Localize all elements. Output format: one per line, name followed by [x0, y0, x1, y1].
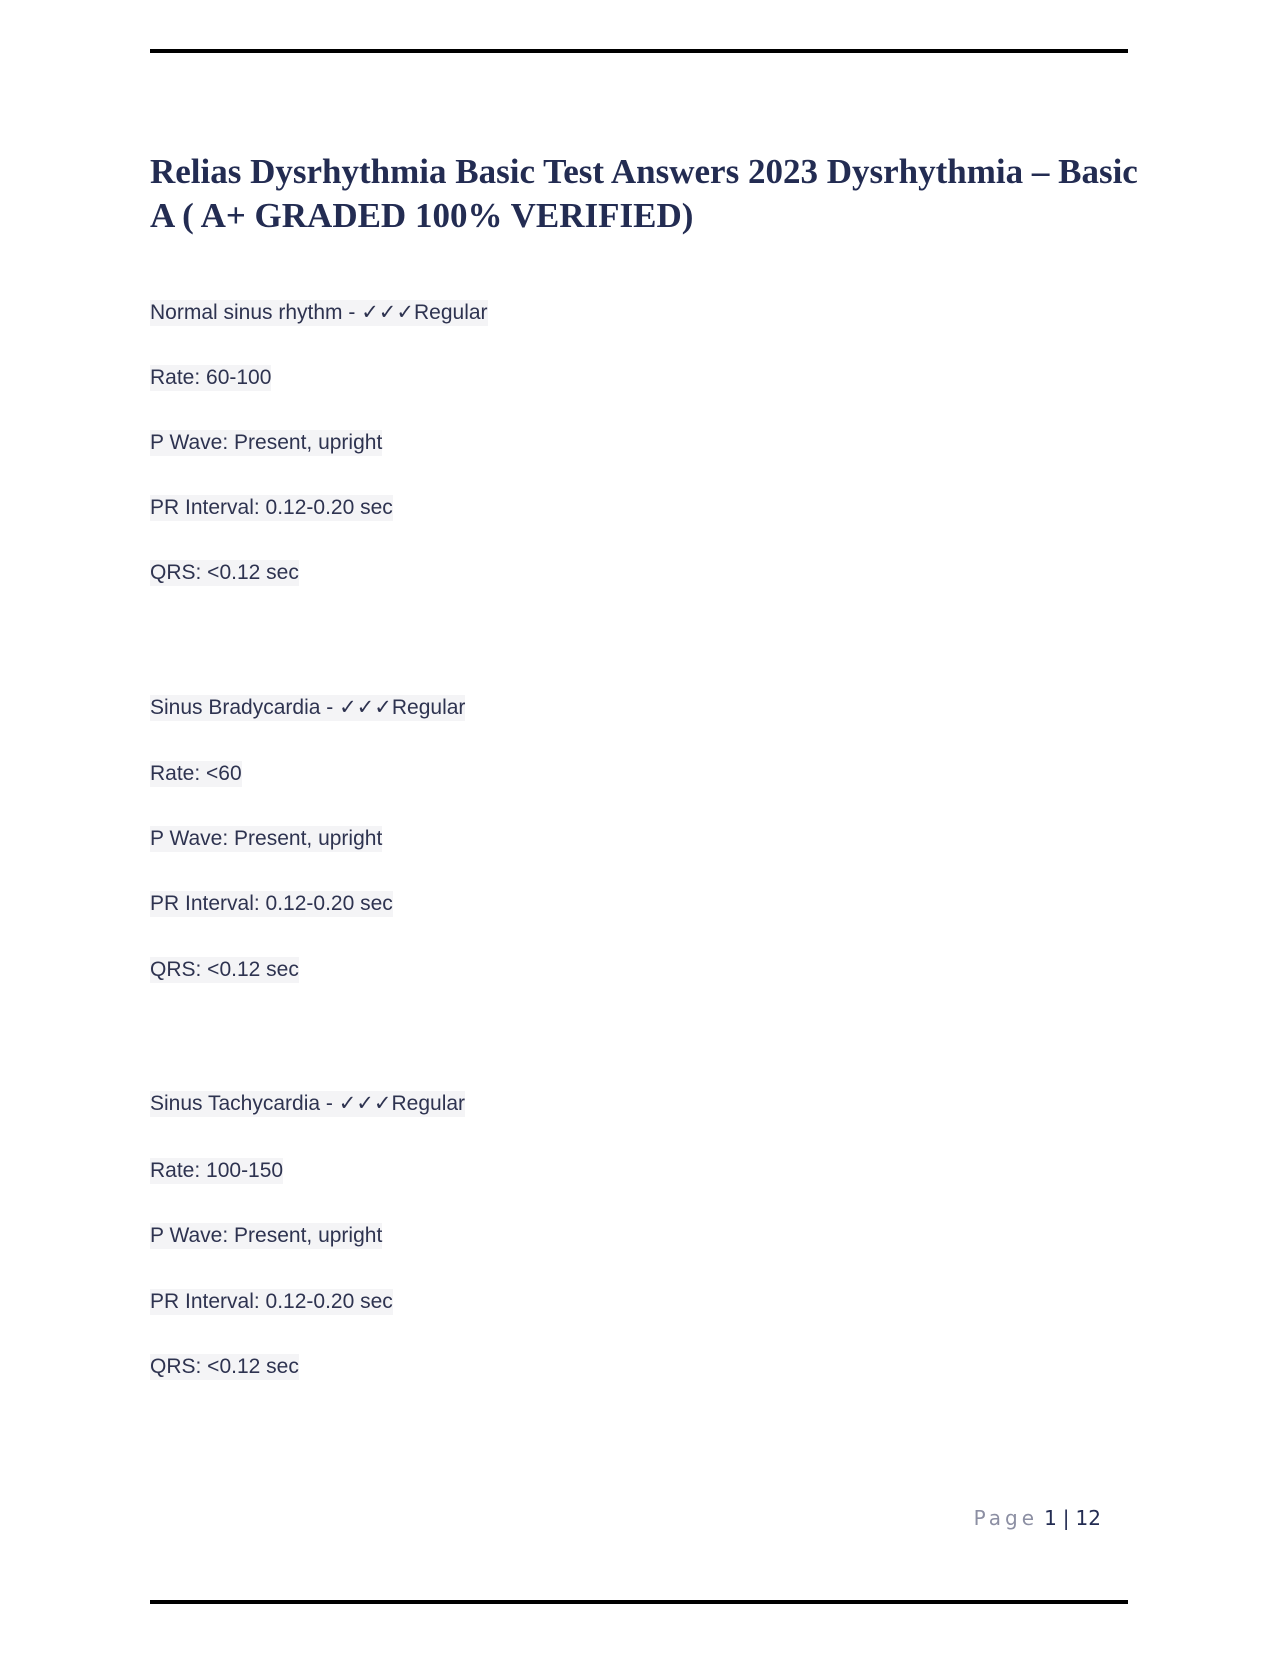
- section-1-line-5: QRS: <0.12 sec: [150, 561, 299, 584]
- page-separator: |: [1062, 1506, 1070, 1530]
- page-label: Page: [973, 1506, 1039, 1530]
- document-title: Relias Dysrhythmia Basic Test Answers 2023 Dysrhythmia – Basic A ( A+ GRADED 100% VERIFIED): [150, 152, 1138, 235]
- section-3-line-4: PR Interval: 0.12-0.20 sec: [150, 1290, 393, 1313]
- total-pages: 12: [1075, 1506, 1101, 1530]
- section-2-line-2: Rate: <60: [150, 762, 242, 785]
- top-rule: [150, 49, 1128, 53]
- section-3-line-1: Sinus Tachycardia - ✓✓✓Regular: [150, 1092, 466, 1115]
- section-1-line-2: Rate: 60-100: [150, 366, 272, 389]
- section-1-line-4: PR Interval: 0.12-0.20 sec: [150, 496, 393, 519]
- section-2-line-4: PR Interval: 0.12-0.20 sec: [150, 892, 393, 915]
- section-2-line-1: Sinus Bradycardia - ✓✓✓Regular: [150, 696, 466, 719]
- page-number: 1: [1044, 1506, 1057, 1530]
- section-2-line-5: QRS: <0.12 sec: [150, 958, 299, 981]
- page-footer: [974, 1505, 1101, 1531]
- section-3-line-3: P Wave: Present, upright: [150, 1224, 383, 1247]
- section-2-line-3: P Wave: Present, upright: [150, 827, 383, 850]
- bottom-rule: [150, 1600, 1128, 1604]
- section-3-line-5: QRS: <0.12 sec: [150, 1355, 299, 1378]
- section-1-line-1: Normal sinus rhythm - ✓✓✓Regular: [150, 301, 488, 324]
- section-3-line-2: Rate: 100-150: [150, 1159, 284, 1182]
- section-1-line-3: P Wave: Present, upright: [150, 431, 383, 454]
